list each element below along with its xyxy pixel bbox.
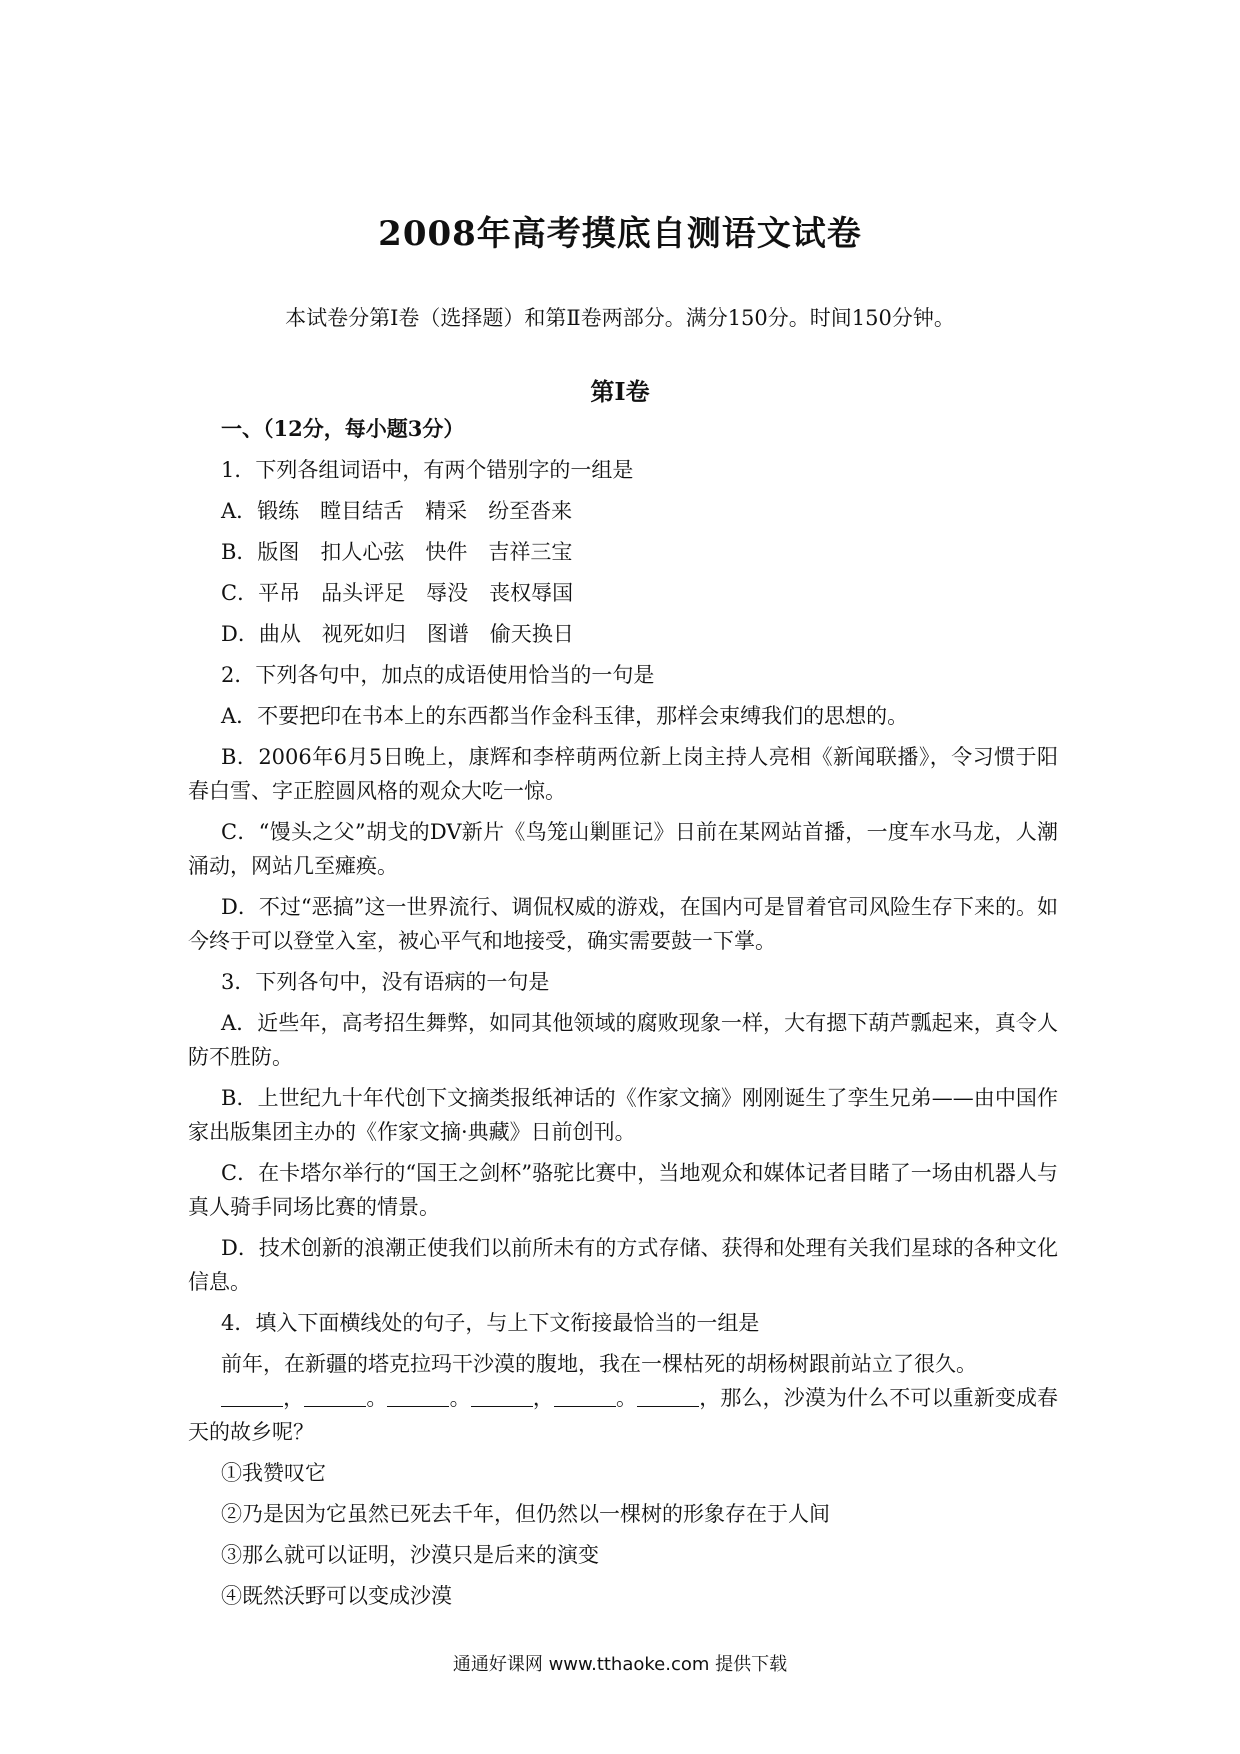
passage-end: ，那么，沙漠为什么不可以重新变成春天的故乡呢？ [188,1386,1059,1444]
question-1-stem: 1．下列各组词语中，有两个错别字的一组是 [221,458,634,482]
question-1-option-a: A．锻练 瞠目结舌 精采 纷至沓来 [221,499,573,523]
question-1-option-c: C．平吊 品头评足 辱没 丧权辱国 [221,581,574,605]
question-3-option-c: C．在卡塔尔举行的“国王之剑杯”骆驼比赛中，当地观众和媒体记者目睹了一场由机器人与真人骑手同场比赛的情景。 [188,1161,1058,1219]
question-2-option-c: C．“馒头之父”胡戈的DV新片《鸟笼山剿匪记》日前在某网站首播，一度车水马龙，人潮涌动，网站几至瘫痪。 [188,820,1058,878]
question-4-passage [188,1347,1058,1381]
question-2-option-a: A．不要把印在书本上的东西都当作金科玉律，那样会束缚我们的思想的。 [221,704,909,728]
blank-separator: 。 [449,1386,471,1410]
question-2-stem: 2．下列各句中，加点的成语使用恰当的一句是 [221,663,655,687]
part-heading: 一、（12分，每小题3分） [221,416,465,441]
question-4-option-4: ④既然沃野可以变成沙漠 [221,1584,452,1608]
exam-intro: 本试卷分第Ⅰ卷（选择题）和第Ⅱ卷两部分。满分150分。时间150分钟。 [285,306,955,330]
question-4-option-2: ②乃是因为它虽然已死去千年，但仍然以一棵树的形象存在于人间 [221,1502,830,1526]
question-4-blanks [188,1381,1058,1449]
question-3-option-a: A．近些年，高考招生舞弊，如同其他领域的腐败现象一样，大有摁下葫芦瓢起来，真令人防不胜防。 [188,1011,1058,1069]
answer-blank-3 [387,1384,449,1407]
blank-separator: ， [532,1386,554,1410]
answer-blank-1 [221,1384,283,1407]
passage-start: 前年，在新疆的塔克拉玛干沙漠的腹地，我在一棵枯死的胡杨树跟前站立了很久。 [221,1352,977,1376]
question-4-option-3: ③那么就可以证明，沙漠只是后来的演变 [221,1543,599,1567]
blank-separator: 。 [366,1386,388,1410]
page-footer: 通通好课网 www.tthaoke.com 提供下载 [452,1654,788,1675]
question-3-option-d: D．技术创新的浪潮正使我们以前所未有的方式存储、获得和处理有关我们星球的各种文化信息。 [188,1236,1058,1294]
question-2-option-d: D．不过“恶搞”这一世界流行、调侃权威的游戏，在国内可是冒着官司风险生存下来的。如今终于可以登堂入室，被心平气和地接受，确实需要鼓一下掌。 [188,895,1058,953]
answer-blank-5 [554,1384,616,1407]
answer-blank-2 [304,1384,366,1407]
section-title: 第Ⅰ卷 [590,377,650,406]
question-2-option-b: B．2006年6月5日晚上，康辉和李梓萌两位新上岗主持人亮相《新闻联播》，令习惯于阳春白雪、字正腔圆风格的观众大吃一惊。 [188,745,1058,803]
question-1-option-b: B．版图 扣人心弦 快件 吉祥三宝 [221,540,573,564]
question-3-stem: 3．下列各句中，没有语病的一句是 [221,970,550,994]
question-4-stem: 4．填入下面横线处的句子，与上下文衔接最恰当的一组是 [221,1311,760,1335]
answer-blank-4 [471,1384,533,1407]
exam-title: 2008年高考摸底自测语文试卷 [378,214,862,254]
question-4-option-1: ①我赞叹它 [221,1461,326,1485]
blank-separator: 。 [615,1386,638,1410]
answer-blank-6 [637,1384,699,1407]
question-3-option-b: B．上世纪九十年代创下文摘类报纸神话的《作家文摘》刚刚诞生了孪生兄弟——由中国作家出版集团主办的《作家文摘·典藏》日前创刊。 [188,1086,1058,1144]
question-1-option-d: D．曲从 视死如归 图谱 偷天换日 [221,622,574,646]
blank-separator: ， [283,1386,305,1410]
exam-content [188,412,1058,1620]
